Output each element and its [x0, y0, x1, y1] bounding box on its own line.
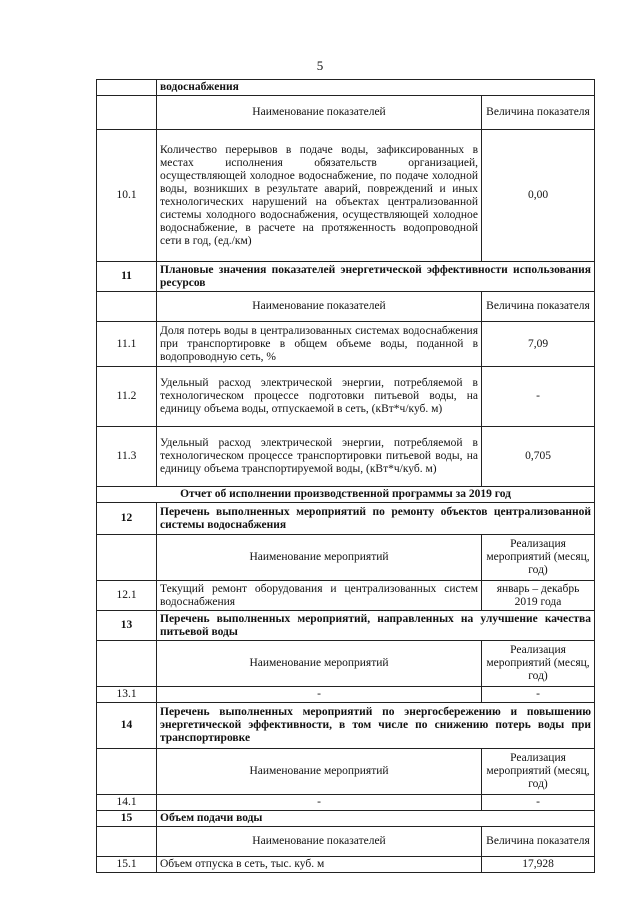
section-title: водоснабжения	[157, 80, 595, 96]
page-number: 5	[316, 58, 324, 73]
table-row	[97, 80, 595, 96]
table-row	[97, 535, 595, 581]
measure-name: Текущий ремонт оборудования и централизованных систем водоснабжения	[157, 581, 482, 611]
column-header-name: Наименование показателей	[157, 827, 482, 857]
section-number: 14	[97, 703, 157, 749]
table-row	[97, 749, 595, 795]
section-title: Перечень выполненных мероприятий, направленных на улучшение качества питьевой воды	[157, 611, 595, 641]
column-header-value: Величина показателя	[482, 292, 595, 322]
table-row	[97, 795, 595, 811]
section-title: Перечень выполненных мероприятий по ремонту объектов централизованной системы водоснабжения	[157, 503, 595, 535]
row-number: 10.1	[97, 130, 157, 262]
column-header-name: Наименование показателей	[157, 96, 482, 130]
table-row	[97, 687, 595, 703]
indicator-name: Удельный расход электрической энергии, потребляемой в технологическом процессе транспортировки питьевой воды, на единицу объема транспортируемой воды, (кВт*ч/куб. м)	[157, 427, 482, 487]
section-number: 13	[97, 611, 157, 641]
table-row	[97, 641, 595, 687]
table-row	[97, 367, 595, 427]
row-number: 15.1	[97, 857, 157, 873]
section-title: Плановые значения показателей энергетической эффективности использования ресурсов	[157, 262, 595, 292]
indicator-name: Объем отпуска в сеть, тыс. куб. м	[157, 857, 482, 873]
indicators-table	[96, 79, 595, 873]
row-number: 13.1	[97, 687, 157, 703]
section-title: Перечень выполненных мероприятий по энергосбережению и повышению энергетической эффективности, в том числе по снижению потерь воды при транспортировке	[157, 703, 595, 749]
indicator-name: Количество перерывов в подаче воды, зафиксированных в местах исполнения обязательств организацией, осуществляющей холодное водоснабжение, по подаче холодной воды, возникших в результате аварий, повреждений и иных технологических нарушений на объектах централизованной системы холодного водоснабжения, осуществляющей холодное водоснабжение, в расчете на протяженность водопроводной сети в год, (ед./км)	[157, 130, 482, 262]
column-header-value: Величина показателя	[482, 96, 595, 130]
row-number: 12.1	[97, 581, 157, 611]
table-row	[97, 811, 595, 827]
indicator-name: Удельный расход электрической энергии, потребляемой в технологическом процессе подготовки питьевой воды, на единицу объема воды, отпускаемой в сеть, (кВт*ч/куб. м)	[157, 367, 482, 427]
column-header-name: Наименование мероприятий	[157, 641, 482, 687]
indicator-value: 17,928	[482, 857, 595, 873]
section-number: 11	[97, 262, 157, 292]
table-row	[97, 487, 595, 503]
section-number: 12	[97, 503, 157, 535]
row-number: 11.3	[97, 427, 157, 487]
measure-name: -	[157, 687, 482, 703]
table-row	[97, 322, 595, 367]
table-row	[97, 130, 595, 262]
column-header-value: Реализация мероприятий (месяц, год)	[482, 749, 595, 795]
table-row	[97, 96, 595, 130]
row-number	[97, 80, 157, 96]
row-number: 11.2	[97, 367, 157, 427]
table-row	[97, 857, 595, 873]
measure-period: январь – декабрь 2019 года	[482, 581, 595, 611]
table-row	[97, 827, 595, 857]
indicator-name: Доля потерь воды в централизованных системах водоснабжения при транспортировке в общем объеме воды, поданной в водопроводную сеть, %	[157, 322, 482, 367]
column-header-name: Наименование показателей	[157, 292, 482, 322]
table-row	[97, 503, 595, 535]
table-row	[97, 292, 595, 322]
indicator-value: -	[482, 367, 595, 427]
table-row	[97, 262, 595, 292]
row-number: 14.1	[97, 795, 157, 811]
section-number: 15	[97, 811, 157, 827]
table-row	[97, 611, 595, 641]
column-header-value: Реализация мероприятий (месяц, год)	[482, 535, 595, 581]
measure-name: -	[157, 795, 482, 811]
section-title: Объем подачи воды	[157, 811, 595, 827]
table-row	[97, 581, 595, 611]
column-header-name: Наименование мероприятий	[157, 535, 482, 581]
report-title: Отчет об исполнении производственной программы за 2019 год	[97, 487, 595, 503]
indicator-value: 0,00	[482, 130, 595, 262]
column-header-value: Реализация мероприятий (месяц, год)	[482, 641, 595, 687]
column-header-value: Величина показателя	[482, 827, 595, 857]
indicator-value: 7,09	[482, 322, 595, 367]
column-header-name: Наименование мероприятий	[157, 749, 482, 795]
table-row	[97, 703, 595, 749]
measure-period: -	[482, 795, 595, 811]
measure-period: -	[482, 687, 595, 703]
indicator-value: 0,705	[482, 427, 595, 487]
table-row	[97, 427, 595, 487]
row-number: 11.1	[97, 322, 157, 367]
